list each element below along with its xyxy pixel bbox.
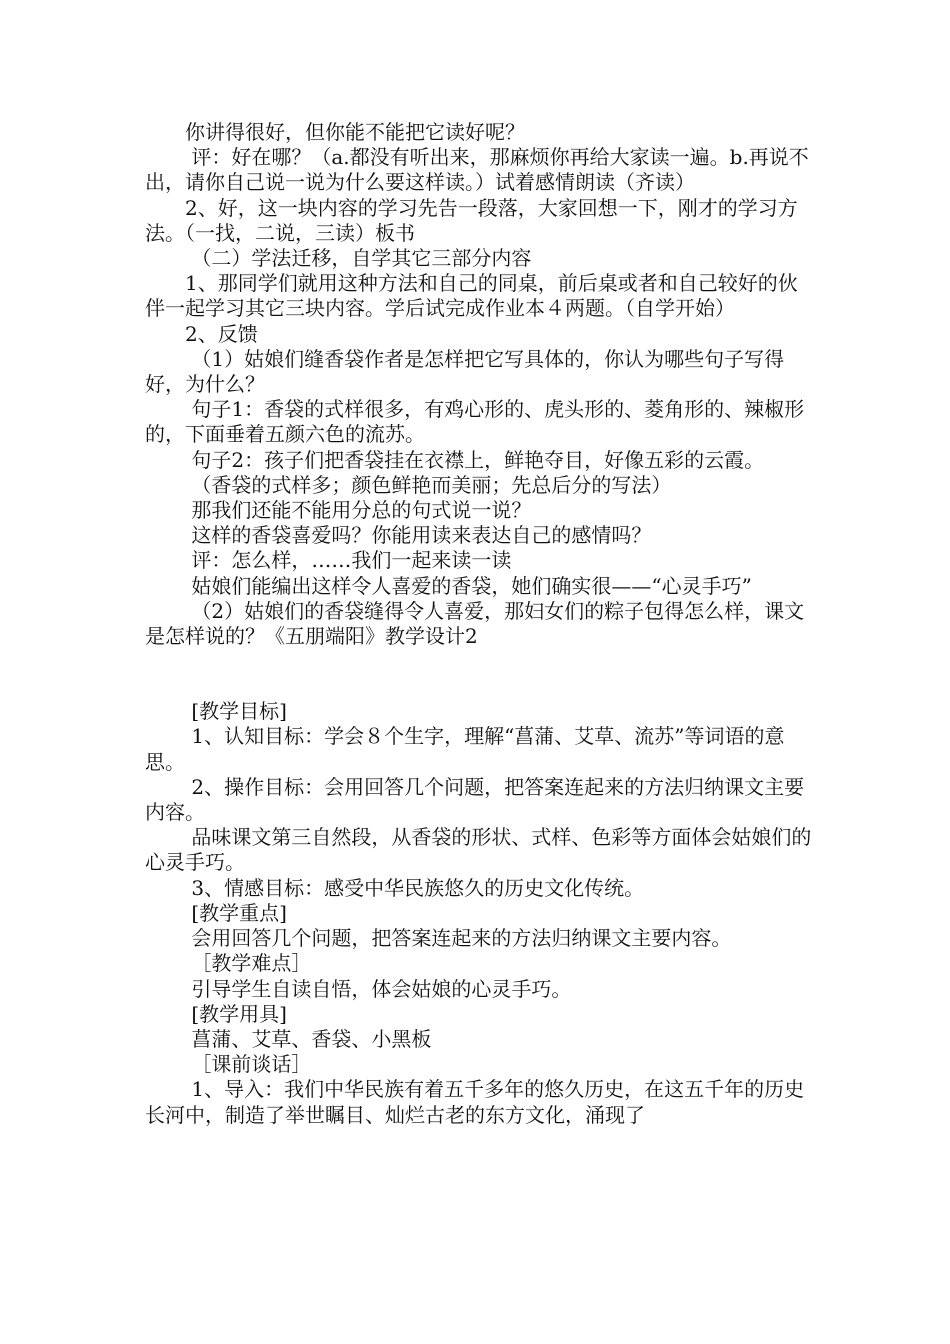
section-heading: [教学用具] xyxy=(145,1001,287,1026)
paragraph: 2、反馈 xyxy=(145,321,258,346)
document-body xyxy=(145,120,815,1128)
paragraph: 3、情感目标：感受中华民族悠久的历史文化传统。 xyxy=(145,875,645,900)
paragraph: （1）姑娘们缝香袋作者是怎样把它写具体的，你认为哪些句子写得好，为什么？ xyxy=(145,346,785,397)
paragraph: 会用回答几个问题，把答案连起来的方法归纳课文主要内容。 xyxy=(145,926,732,951)
paragraph: （香袋的式样多；颜色鲜艳而美丽；先总后分的写法） xyxy=(145,472,672,497)
paragraph: 句子2：孩子们把香袋挂在衣襟上，鲜艳夺目，好像五彩的云霞。 xyxy=(145,447,765,472)
paragraph: 1、认知目标：学会８个生字，理解“菖蒲、艾草、流苏”等词语的意思。 xyxy=(145,724,785,774)
section-gap xyxy=(145,649,815,699)
paragraph: 2、好，这一块内容的学习先告一段落，大家回想一下，刚才的学习方法。（一找，二说，三读）板书 xyxy=(145,195,798,245)
paragraph: 1、那同学们就用这种方法和自己的同桌，前后桌或者和自己较好的伙伴一起学习其它三块内容。学后试完成作业本４两题。（自学开始） xyxy=(145,271,798,321)
paragraph: 评：好在哪？（a.都没有听出来，那麻烦你再给大家读一遍。b.再说不出，请你自己说一说为什么要这样读。）试着感情朗读（齐读） xyxy=(145,145,809,195)
paragraph: 引导学生自读自悟，体会姑娘的心灵手巧。 xyxy=(145,976,572,1001)
paragraph: 菖蒲、艾草、香袋、小黑板 xyxy=(145,1026,432,1051)
paragraph: 那我们还能不能用分总的句式说一说？ xyxy=(145,498,532,523)
paragraph: 评：怎么样，……我们一起来读一读 xyxy=(145,548,512,573)
paragraph: 品味课文第三自然段，从香袋的形状、式样、色彩等方面体会姑娘们的心灵手巧。 xyxy=(145,825,812,875)
paragraph: 姑娘们能编出这样令人喜爱的香袋，她们确实很——“心灵手巧” xyxy=(145,573,752,598)
section-heading: ［课前谈话］ xyxy=(145,1052,312,1077)
paragraph: 1、导入：我们中华民族有着五千多年的悠久历史，在这五千年的历史长河中，制造了举世瞩目、灿烂古老的东方文化，涌现了 xyxy=(145,1077,805,1127)
section-heading: ［教学难点］ xyxy=(145,951,312,976)
paragraph: （2）姑娘们的香袋缝得令人喜爱，那妇女们的粽子包得怎么样，课文是怎样说的？《五朋端阳》教学设计2 xyxy=(145,598,805,649)
paragraph: 这样的香袋喜爱吗？你能用读来表达自己的感情吗？ xyxy=(145,523,652,548)
section-heading: [教学重点] xyxy=(145,900,287,925)
paragraph: （二）学法迁移，自学其它三部分内容 xyxy=(145,246,532,271)
paragraph: 句子1：香袋的式样很多，有鸡心形的、虎头形的、菱角形的、辣椒形的，下面垂着五颜六色的流苏。 xyxy=(145,397,805,447)
paragraph: 你讲得很好，但你能不能把它读好呢？ xyxy=(145,120,525,144)
section-heading: [教学目标] xyxy=(145,699,287,724)
paragraph: 2、操作目标：会用回答几个问题，把答案连起来的方法归纳课文主要内容。 xyxy=(145,774,805,825)
